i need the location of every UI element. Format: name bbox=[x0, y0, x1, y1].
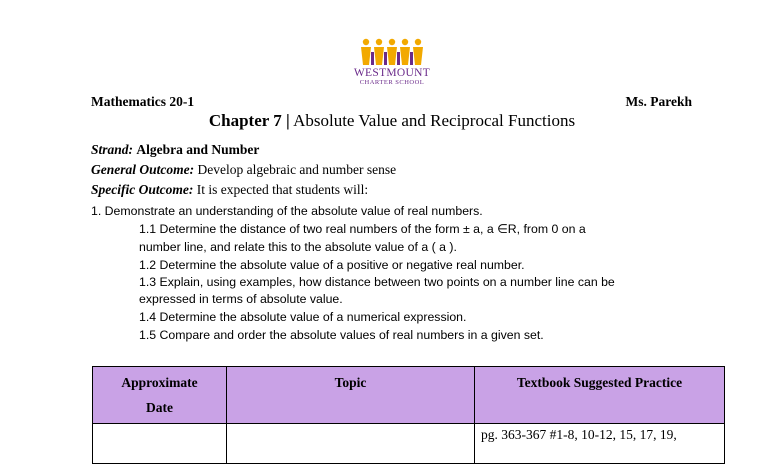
school-logo bbox=[347, 38, 437, 94]
outcome-line: 1.4 Determine the absolute value of a numerical expression. bbox=[139, 310, 467, 324]
general-outcome-value: Develop algebraic and number sense bbox=[197, 162, 397, 177]
course-name: Mathematics 20-1 bbox=[91, 94, 195, 109]
cell-date bbox=[93, 424, 227, 464]
table-header-row bbox=[93, 367, 725, 424]
specific-outcome-label: Specific Outcome: bbox=[91, 182, 194, 197]
chapter-separator: | bbox=[286, 111, 290, 130]
strand-value: Algebra and Number bbox=[136, 142, 260, 157]
header-date-line2: Date bbox=[146, 400, 173, 415]
table-row bbox=[93, 424, 725, 464]
outcome-line: 1.1 Determine the distance of two real numbers of the form ± a, a ∈R, from 0 on a bbox=[139, 222, 586, 236]
general-outcome-line bbox=[91, 162, 396, 178]
header-date bbox=[93, 367, 227, 424]
cell-practice: pg. 363-367 #1-8, 10-12, 15, 17, 19, bbox=[475, 424, 725, 464]
chapter-number: Chapter 7 bbox=[208, 111, 282, 130]
specific-outcome-value: It is expected that students will: bbox=[196, 182, 369, 197]
chapter-title: Absolute Value and Reciprocal Functions bbox=[293, 111, 576, 130]
outcome-main: 1. Demonstrate an understanding of the absolute value of real numbers. bbox=[91, 204, 483, 218]
cell-topic bbox=[227, 424, 475, 464]
strand-label: Strand: bbox=[91, 142, 134, 157]
outcome-line: number line, and relate this to the absolute value of a ( a ). bbox=[139, 240, 457, 254]
general-outcome-label: General Outcome: bbox=[91, 162, 195, 177]
outcome-line: 1.5 Compare and order the absolute values of real numbers in a given set. bbox=[139, 328, 544, 342]
header-date-line1: Approximate bbox=[121, 375, 198, 390]
strand-line bbox=[91, 142, 259, 158]
school-subtitle: CHARTER SCHOOL bbox=[359, 79, 425, 86]
school-name: WESTMOUNT bbox=[353, 67, 431, 79]
header-topic: Topic bbox=[227, 367, 475, 424]
specific-outcome-line bbox=[91, 182, 368, 198]
schedule-table bbox=[92, 366, 725, 464]
children-figures-icon bbox=[360, 38, 424, 66]
chapter-heading bbox=[0, 111, 784, 131]
header-practice: Textbook Suggested Practice bbox=[475, 367, 725, 424]
teacher-name: Ms. Parekh bbox=[625, 94, 692, 109]
outcome-line: 1.2 Determine the absolute value of a positive or negative real number. bbox=[139, 258, 525, 272]
outcome-line: 1.3 Explain, using examples, how distance between two points on a number line can be bbox=[139, 275, 615, 289]
outcome-line: expressed in terms of absolute value. bbox=[139, 292, 343, 306]
